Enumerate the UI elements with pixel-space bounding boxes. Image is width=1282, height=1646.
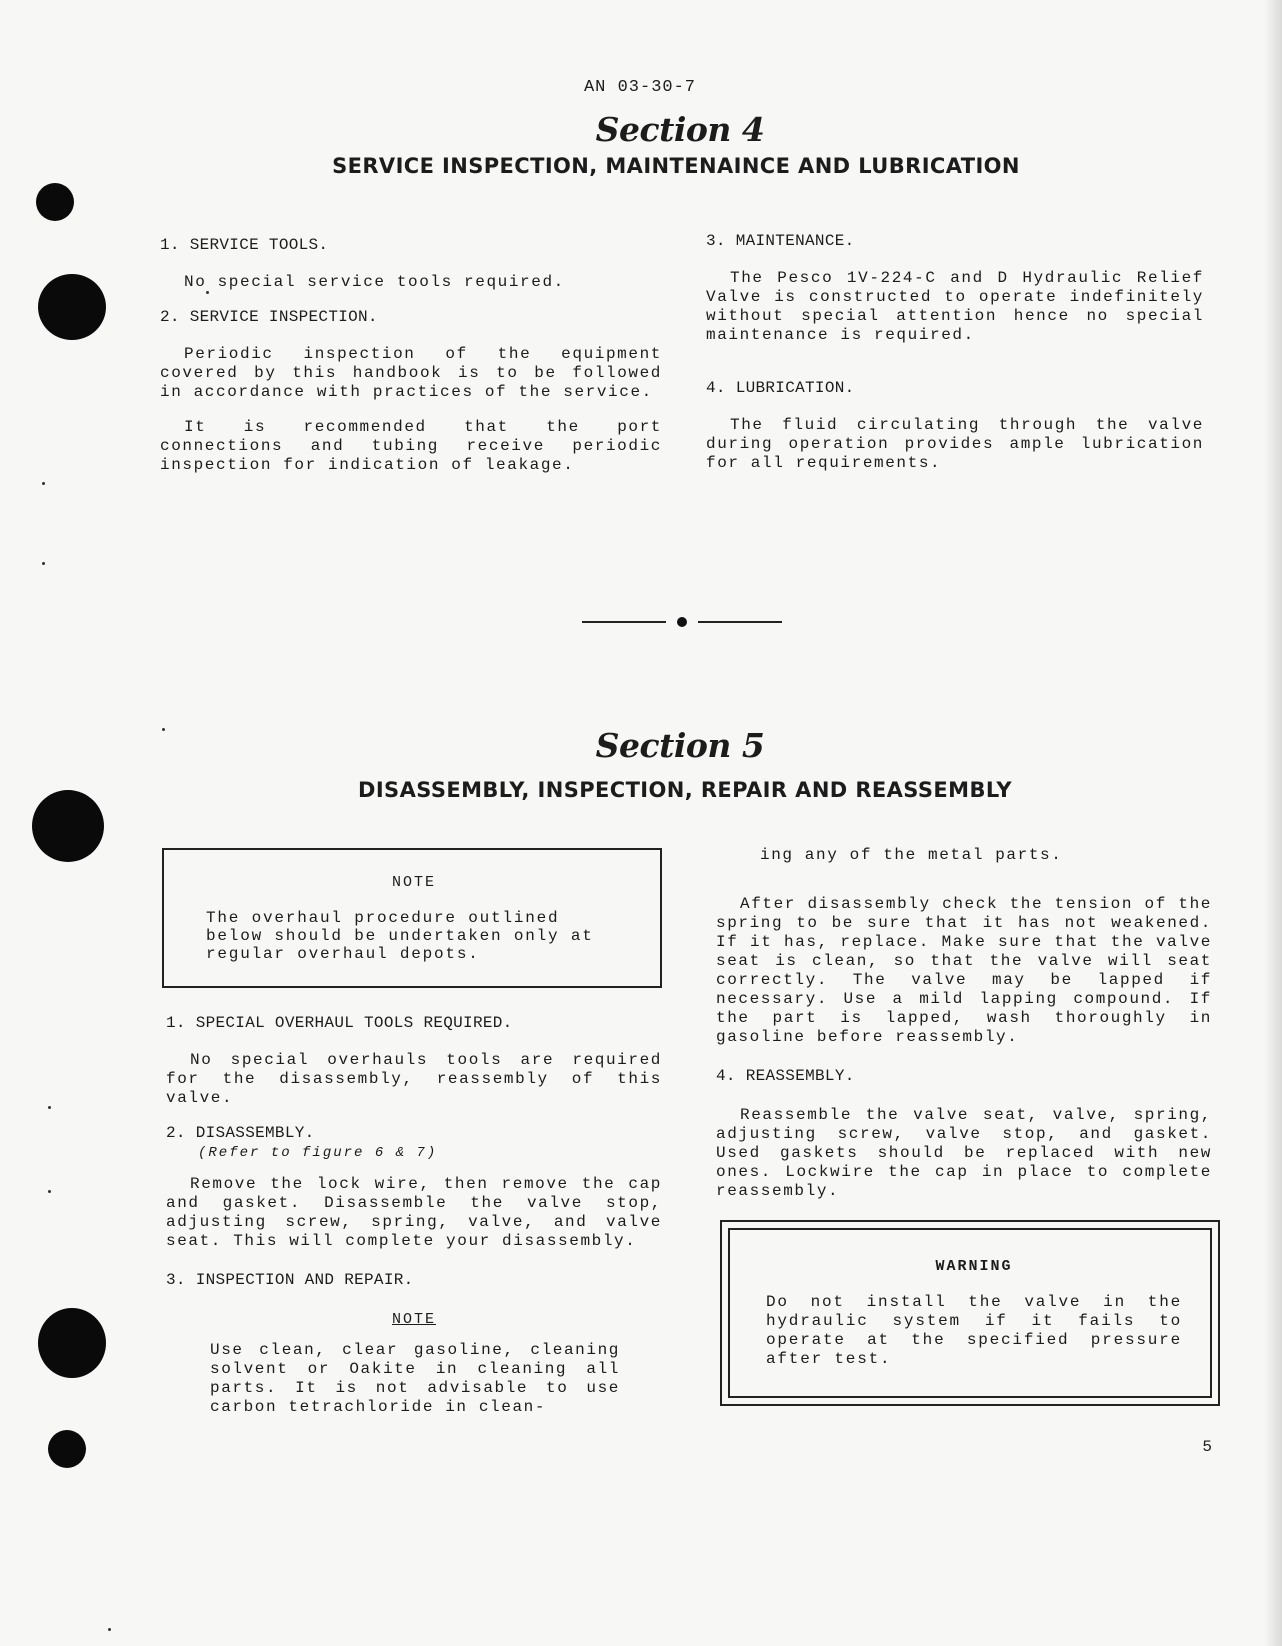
binder-hole	[36, 183, 74, 221]
section-5-left-column	[166, 1014, 662, 1437]
repair-note-text: Use clean, clear gasoline, cleaning solvent or Oakite in cleaning all parts. It is not advisable to use carbon tetrachloride in clean-	[210, 1341, 620, 1416]
section-5-title: DISASSEMBLY, INSPECTION, REPAIR AND REASSEMBLY	[358, 778, 1012, 802]
margin-speck	[42, 482, 45, 485]
page-edge-shadow	[1264, 0, 1282, 1646]
binder-hole	[48, 1430, 86, 1468]
warning-text: Do not install the valve in the hydraulic system if it fails to operate at the specified pressure after test.	[766, 1293, 1182, 1368]
section-4-heading: Section 4	[595, 110, 765, 149]
warning-title: WARNING	[935, 1258, 1013, 1275]
section-divider-line	[698, 621, 782, 623]
lubrication-heading: 4. LUBRICATION.	[706, 379, 855, 397]
inspection-repair-heading: 3. INSPECTION AND REPAIR.	[166, 1271, 414, 1289]
disassembly-paragraph: Remove the lock wire, then remove the cap and gasket. Disassemble the valve stop, adjusting screw, spring, valve, and valve seat. This will complete your disassembly.	[166, 1175, 662, 1250]
maintenance-heading: 3. MAINTENANCE.	[706, 232, 855, 250]
page-number: 5	[1202, 1438, 1212, 1456]
note-title: NOTE	[391, 874, 436, 891]
section-4-right-column	[706, 232, 1204, 493]
margin-speck	[162, 728, 165, 731]
document-number: AN 03-30-7	[583, 78, 697, 97]
cleaning-continued-text: ing any of the metal parts.	[760, 846, 1063, 864]
section-4-left-column	[160, 236, 662, 495]
section-5-heading: Section 5	[595, 726, 765, 765]
service-tools-heading: 1. SERVICE TOOLS.	[160, 236, 329, 254]
binder-hole	[38, 1308, 106, 1378]
section-divider-line	[582, 621, 666, 623]
overhaul-note-box	[162, 848, 662, 988]
inspection-check-paragraph: After disassembly check the tension of the spring to be sure that it has not weakened. If it has, replace. Make sure that the valve seat is clean, so that the valve will seat correctly. The valve may be lapped if necessary. Use a mild lapping compound. If the part is lapped, wash thoroughly in gasoline before reassembly.	[716, 895, 1212, 1046]
special-tools-heading: 1. SPECIAL OVERHAUL TOOLS REQUIRED.	[166, 1014, 513, 1032]
binder-hole	[38, 274, 106, 340]
repair-note-title: NOTE	[391, 1311, 436, 1328]
service-tools-text: No special service tools required.	[184, 273, 565, 291]
reassembly-heading: 4. REASSEMBLY.	[716, 1067, 855, 1085]
warning-box	[720, 1220, 1220, 1406]
special-tools-paragraph: No special overhauls tools are required for the disassembly, reassembly of this valve.	[166, 1051, 662, 1107]
margin-speck	[48, 1190, 51, 1193]
section-divider-dot	[677, 617, 687, 627]
disassembly-heading: 2. DISASSEMBLY.	[166, 1124, 315, 1142]
lubrication-paragraph: The fluid circulating through the valve during operation provides ample lubrication for all requirements.	[706, 416, 1204, 472]
maintenance-paragraph: The Pesco 1V-224-C and D Hydraulic Relief Valve is constructed to operate indefinitely without special attention hence no special maintenance is required.	[706, 269, 1204, 344]
service-inspection-heading: 2. SERVICE INSPECTION.	[160, 308, 378, 326]
margin-speck	[48, 1106, 51, 1109]
margin-speck	[42, 562, 45, 565]
service-inspection-paragraph: It is recommended that the port connections and tubing receive periodic inspection for indication of leakage.	[160, 418, 662, 474]
section-4-title: SERVICE INSPECTION, MAINTENAINCE AND LUBRICATION	[332, 154, 1020, 178]
service-inspection-paragraph: Periodic inspection of the equipment covered by this handbook is to be followed in accordance with practices of the service.	[160, 345, 662, 401]
note-text: The overhaul procedure outlined below should be undertaken only at regular overhaul depots.	[206, 909, 594, 963]
section-5-right-column	[716, 846, 1212, 1221]
margin-speck	[108, 1628, 111, 1631]
warning-content	[766, 1258, 1182, 1369]
binder-hole	[32, 790, 104, 862]
figure-reference: (Refer to figure 6 & 7)	[198, 1145, 438, 1161]
reassembly-paragraph: Reassemble the valve seat, valve, spring, adjusting screw, valve stop, and gasket. Used gaskets should be replaced with new ones. Lockwire the cap in place to complete reassembly.	[716, 1106, 1212, 1200]
